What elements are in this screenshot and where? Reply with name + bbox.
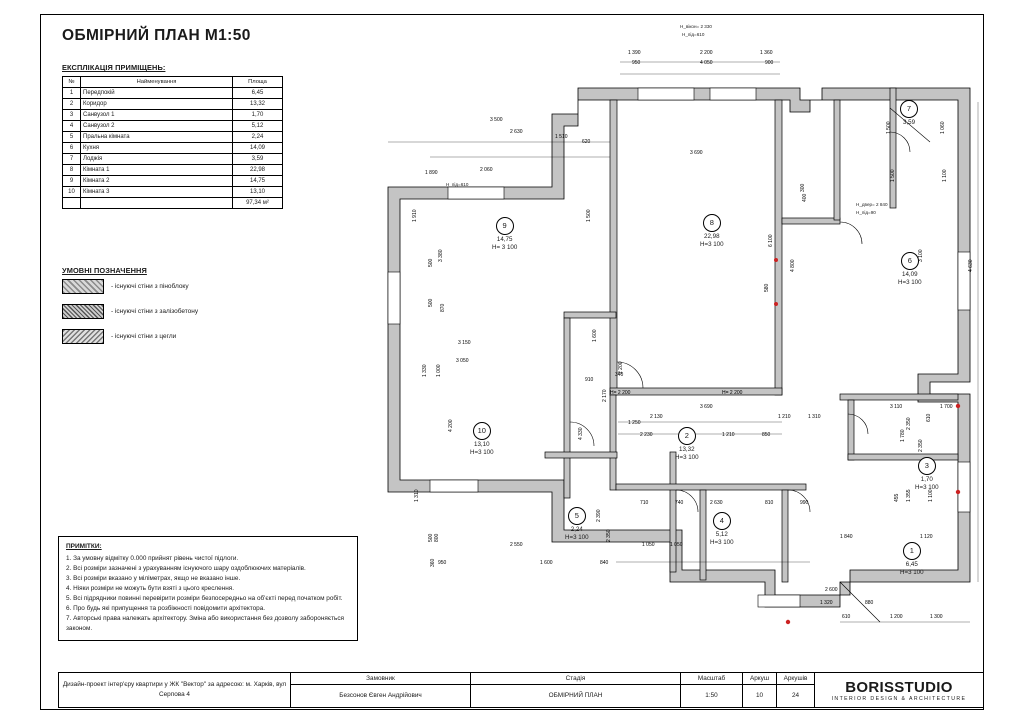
- room-tag-5: [565, 507, 589, 543]
- room-name-cell: Кімната 1: [81, 165, 233, 176]
- plan-svg: [370, 22, 990, 652]
- dimension-label: 500: [428, 258, 434, 267]
- column-header-number: №: [63, 77, 81, 88]
- client-label: Замовник: [291, 673, 470, 685]
- note-line: 3. Всі розміри вказано у міліметрах, якщо не вказано інше.: [66, 574, 241, 582]
- dimension-label: 2 200: [618, 361, 624, 374]
- title-block: [58, 672, 984, 708]
- dimension-label: 1 390: [628, 50, 641, 56]
- room-number-cell: 8: [63, 165, 81, 176]
- room-tag-8: [700, 214, 724, 250]
- room-tag-7: [900, 100, 918, 127]
- dimension-label: 2 060: [480, 167, 493, 173]
- height-note: H_під=610: [682, 32, 705, 37]
- note-line: 7. Авторські права належать архітектору. Зміна або використання без дозволу забороняється законом.: [66, 614, 345, 632]
- room-number-badge: 7: [900, 100, 918, 118]
- project-description: Дизайн-проект інтер'єру квартири у ЖК "Вектор" за адресою: м. Харків, вул Серпова 4: [59, 673, 291, 707]
- room-area: 6,45: [905, 561, 918, 568]
- notes-heading: ПРИМІТКИ:: [66, 543, 102, 550]
- legend-item: [62, 279, 198, 294]
- dimension-label: 400: [802, 193, 808, 202]
- client-cell: [291, 673, 471, 707]
- dimension-label: 1 500: [586, 209, 592, 222]
- explication-table: [62, 76, 283, 209]
- room-number-badge: 4: [713, 512, 731, 530]
- sheet-label: Аркуш: [743, 673, 776, 685]
- dimension-label: 840: [600, 560, 609, 566]
- legend-heading: УМОВНІ ПОЗНАЧЕННЯ: [62, 266, 147, 275]
- room-tag-1: [900, 542, 924, 578]
- room-tag-4: [710, 512, 734, 548]
- room-name-cell: Кімната 2: [81, 176, 233, 187]
- scale-label: Масштаб: [681, 673, 742, 685]
- scale-value: 1:50: [705, 692, 718, 700]
- dimension-label: 2 130: [650, 414, 663, 420]
- dimension-label: 1 050: [642, 542, 655, 548]
- dimension-label: 2 390: [596, 509, 602, 522]
- dimension-label: 1 500: [886, 121, 892, 134]
- dimension-label: 3 110: [890, 404, 903, 410]
- wall-concrete-swatch: [62, 304, 104, 319]
- stage-label: Стадія: [471, 673, 680, 685]
- dimension-label: 1 510: [555, 134, 568, 140]
- table-row: [63, 99, 283, 110]
- room-name-cell: Кімната 3: [81, 187, 233, 198]
- dimension-label: 990: [800, 500, 809, 506]
- table-row: [63, 176, 283, 187]
- dimension-label: 1 210: [722, 432, 735, 438]
- dimension-label: 1 310: [808, 414, 821, 420]
- room-number-cell: 5: [63, 132, 81, 143]
- dimension-label: 1 250: [628, 420, 641, 426]
- table-row: [63, 121, 283, 132]
- room-height: H=3 100: [565, 534, 589, 542]
- table-row: [63, 132, 283, 143]
- room-area: 13,32: [679, 446, 695, 453]
- room-number-badge: 1: [903, 542, 921, 560]
- room-name-cell: Передпокій: [81, 88, 233, 99]
- room-area-cell: 14,09: [233, 143, 283, 154]
- dimension-label: 1 050: [670, 542, 683, 548]
- dimension-label: 455: [894, 493, 900, 502]
- dimension-label: 4 200: [448, 419, 454, 432]
- dimension-label: 910: [585, 377, 594, 383]
- dimension-label: 1 780: [900, 429, 906, 442]
- room-area: 13,10: [474, 441, 490, 448]
- dimension-label: 1 300: [930, 614, 943, 620]
- sheets-value: 24: [791, 692, 800, 700]
- room-area: 2,24: [570, 526, 583, 533]
- dimension-label: 4 330: [578, 427, 584, 440]
- dimension-label: 1 500: [890, 169, 896, 182]
- room-tag-9: [492, 217, 517, 253]
- notes-block: [58, 536, 358, 641]
- room-height: H=3 100: [900, 569, 924, 577]
- table-row: [63, 187, 283, 198]
- table-header-row: [63, 77, 283, 88]
- room-name-cell: Пральна кімната: [81, 132, 233, 143]
- room-area: 14,75: [496, 236, 513, 243]
- room-number-cell: 9: [63, 176, 81, 187]
- dimension-label: H= 2 200: [610, 390, 631, 396]
- room-name-cell: Санвузол 2: [81, 121, 233, 132]
- note-line: 5. Всі підрядники повинні перевірити розміри безпосередньо на об'єкті перед початком робіт.: [66, 594, 343, 602]
- dimension-label: 880: [865, 600, 874, 606]
- room-height: H=3 100: [700, 241, 724, 249]
- dimension-label: 2 630: [510, 129, 523, 135]
- room-area-cell: 3,59: [233, 154, 283, 165]
- dimension-label: 580: [764, 283, 770, 292]
- table-row: [63, 143, 283, 154]
- room-tag-10: [470, 422, 494, 458]
- sheet-cell: [743, 673, 777, 707]
- dimension-label: 3 150: [458, 340, 471, 346]
- dimension-label: 2 200: [700, 50, 713, 56]
- room-number-cell: 4: [63, 121, 81, 132]
- room-area-cell: 13,10: [233, 187, 283, 198]
- room-name-cell: Санвузол 1: [81, 110, 233, 121]
- room-number-cell: 2: [63, 99, 81, 110]
- legend-item-label: - існуючі стіни з цегли: [111, 333, 177, 340]
- dimension-label: 810: [765, 500, 774, 506]
- dimension-label: 360: [430, 558, 436, 567]
- dimension-label: 6 100: [768, 234, 774, 247]
- wall-brick-swatch: [62, 329, 104, 344]
- room-area: 14,09: [902, 271, 918, 278]
- height-note: H_під=610: [446, 182, 469, 187]
- room-name-cell: Кухня: [81, 143, 233, 154]
- room-number-badge: 9: [496, 217, 514, 235]
- dimension-label: 300: [800, 183, 806, 192]
- dimension-label: 340: [615, 372, 624, 378]
- dimension-label: 1 910: [412, 209, 418, 222]
- dimension-label: 2 170: [602, 389, 608, 402]
- dimension-label: 1 000: [436, 364, 442, 377]
- column-header-area: Площа: [233, 77, 283, 88]
- dimension-label: 3 690: [700, 404, 713, 410]
- dimension-label: 850: [762, 432, 771, 438]
- dimension-label: H= 2 200: [722, 390, 743, 396]
- room-name-cell: Коридор: [81, 99, 233, 110]
- room-area-cell: 5,12: [233, 121, 283, 132]
- dimension-label: 800: [434, 533, 440, 542]
- dimension-label: 1 840: [840, 534, 853, 540]
- room-number-badge: 2: [678, 427, 696, 445]
- dimension-label: 2 350: [918, 439, 924, 452]
- floor-plan-drawing: [370, 22, 990, 657]
- dimension-label: 1 100: [942, 169, 948, 182]
- dimension-label: 900: [765, 60, 774, 66]
- dimension-label: 1 355: [906, 489, 912, 502]
- dimension-label: 2 550: [510, 542, 523, 548]
- height-note: H_двер= 2 840: [856, 202, 888, 207]
- dimension-label: 870: [440, 303, 446, 312]
- room-number-cell: 7: [63, 154, 81, 165]
- room-number-badge: 8: [703, 214, 721, 232]
- room-height: H=3 100: [470, 449, 494, 457]
- wall-foamblock-swatch: [62, 279, 104, 294]
- room-height: H=3 100: [675, 454, 699, 462]
- total-blank: [63, 198, 81, 209]
- studio-logo: [815, 673, 983, 707]
- dimension-label: 1 600: [540, 560, 553, 566]
- dimension-label: 3 100: [918, 249, 924, 262]
- dimension-label: 610: [842, 614, 851, 620]
- logo-main-text: BORISSTUDIO: [845, 678, 953, 696]
- room-number-badge: 3: [918, 457, 936, 475]
- legend-item-label: - існуючі стіни з залізобетону: [111, 308, 199, 315]
- room-area-cell: 2,24: [233, 132, 283, 143]
- logo-sub-text: INTERIOR DESIGN & ARCHITECTURE: [831, 695, 967, 702]
- sheets-cell: [777, 673, 815, 707]
- dimension-label: 4 800: [790, 259, 796, 272]
- dimension-label: 710: [640, 500, 649, 506]
- stage-cell: [471, 673, 681, 707]
- room-name-cell: Лоджія: [81, 154, 233, 165]
- room-area: 22,98: [704, 233, 720, 240]
- room-area-cell: 13,32: [233, 99, 283, 110]
- scale-cell: [681, 673, 743, 707]
- dimension-label: 610: [926, 413, 932, 422]
- dimension-label: 1 890: [425, 170, 438, 176]
- sheet-value: 10: [755, 692, 764, 700]
- room-number-badge: 5: [568, 507, 586, 525]
- dimension-label: 1 120: [920, 534, 933, 540]
- room-height: H=3 100: [915, 484, 939, 492]
- dimension-label: 1 330: [422, 364, 428, 377]
- explication-heading: ЕКСПЛІКАЦІЯ ПРИМІЩЕНЬ:: [62, 63, 166, 72]
- table-row: [63, 110, 283, 121]
- dimension-label: 4 630: [968, 259, 974, 272]
- dimension-label: 1 600: [592, 329, 598, 342]
- dimension-label: 1 320: [820, 600, 833, 606]
- dimension-label: 2 600: [825, 587, 838, 593]
- dimension-label: 3 690: [690, 150, 703, 156]
- dimension-label: 950: [632, 60, 641, 66]
- dimension-label: 3 380: [438, 249, 444, 262]
- table-row: [63, 154, 283, 165]
- room-tag-2: [675, 427, 699, 463]
- dimension-label: 1 700: [940, 404, 953, 410]
- height-note: H_вікон= 2 330: [680, 24, 712, 29]
- room-number-cell: 6: [63, 143, 81, 154]
- room-area-cell: 22,98: [233, 165, 283, 176]
- total-blank: [81, 198, 233, 209]
- legend-item: [62, 304, 198, 319]
- note-line: 4. Ніяки розміри не можуть бути взяті з цього креслення.: [66, 584, 235, 592]
- dimension-label: 1 310: [414, 489, 420, 502]
- stage-value: ОБМІРНИЙ ПЛАН: [548, 692, 603, 700]
- total-area-cell: 97,34 м²: [233, 198, 283, 209]
- height-note: H_під=90: [856, 210, 876, 215]
- sheets-label: Аркушів: [777, 673, 814, 685]
- room-height: H= 3 100: [492, 244, 518, 252]
- room-height: H=3 100: [710, 539, 734, 547]
- dimension-label: 3 050: [456, 358, 469, 364]
- legend: [62, 279, 198, 354]
- dimension-label: 740: [675, 500, 684, 506]
- dimension-label: 1 210: [778, 414, 791, 420]
- dimension-label: 2 630: [710, 500, 723, 506]
- dimension-label: 950: [438, 560, 447, 566]
- note-line: 2. Всі розміри зазначені з урахуванням існуючого шару оздоблюючих матеріалів.: [66, 564, 306, 572]
- dimension-label: 620: [582, 139, 591, 145]
- room-tag-3: [915, 457, 939, 493]
- dimension-label: 2 350: [606, 529, 612, 542]
- note-line: 6. Про будь які припущення та розбіжності повідомити архітектора.: [66, 604, 266, 612]
- dimension-label: 1 100: [928, 489, 934, 502]
- dimension-label: 500: [428, 533, 434, 542]
- room-area-cell: 6,45: [233, 88, 283, 99]
- room-area: 5,12: [715, 531, 728, 538]
- legend-item-label: - існуючі стіни з піноблоку: [111, 283, 189, 290]
- room-area-cell: 14,75: [233, 176, 283, 187]
- room-number-badge: 6: [901, 252, 919, 270]
- room-area: 1,70: [920, 476, 933, 483]
- dimension-label: 3 500: [490, 117, 503, 123]
- dimension-label: 4 050: [700, 60, 713, 66]
- dimension-label: 1 360: [760, 50, 773, 56]
- room-number-cell: 10: [63, 187, 81, 198]
- room-area-cell: 1,70: [233, 110, 283, 121]
- room-number-cell: 3: [63, 110, 81, 121]
- legend-item: [62, 329, 198, 344]
- room-area: 3,59: [902, 119, 916, 126]
- dimension-label: 2 350: [906, 417, 912, 430]
- dimension-label: 500: [428, 298, 434, 307]
- dimension-label: 1 060: [940, 121, 946, 134]
- table-total-row: [63, 198, 283, 209]
- note-line: 1. За умовну відмітку 0.000 прийнят рівень чистої підлоги.: [66, 555, 239, 563]
- room-number-cell: 1: [63, 88, 81, 99]
- table-row: [63, 165, 283, 176]
- dimension-label: 2 230: [640, 432, 653, 438]
- table-row: [63, 88, 283, 99]
- column-header-name: Найменування: [81, 77, 233, 88]
- room-height: H=3 100: [898, 279, 922, 287]
- client-value: Безсонов Євген Андрійович: [339, 692, 422, 700]
- page-title: ОБМІРНИЙ ПЛАН М1:50: [62, 27, 251, 44]
- room-number-badge: 10: [473, 422, 491, 440]
- dimension-label: 1 200: [890, 614, 903, 620]
